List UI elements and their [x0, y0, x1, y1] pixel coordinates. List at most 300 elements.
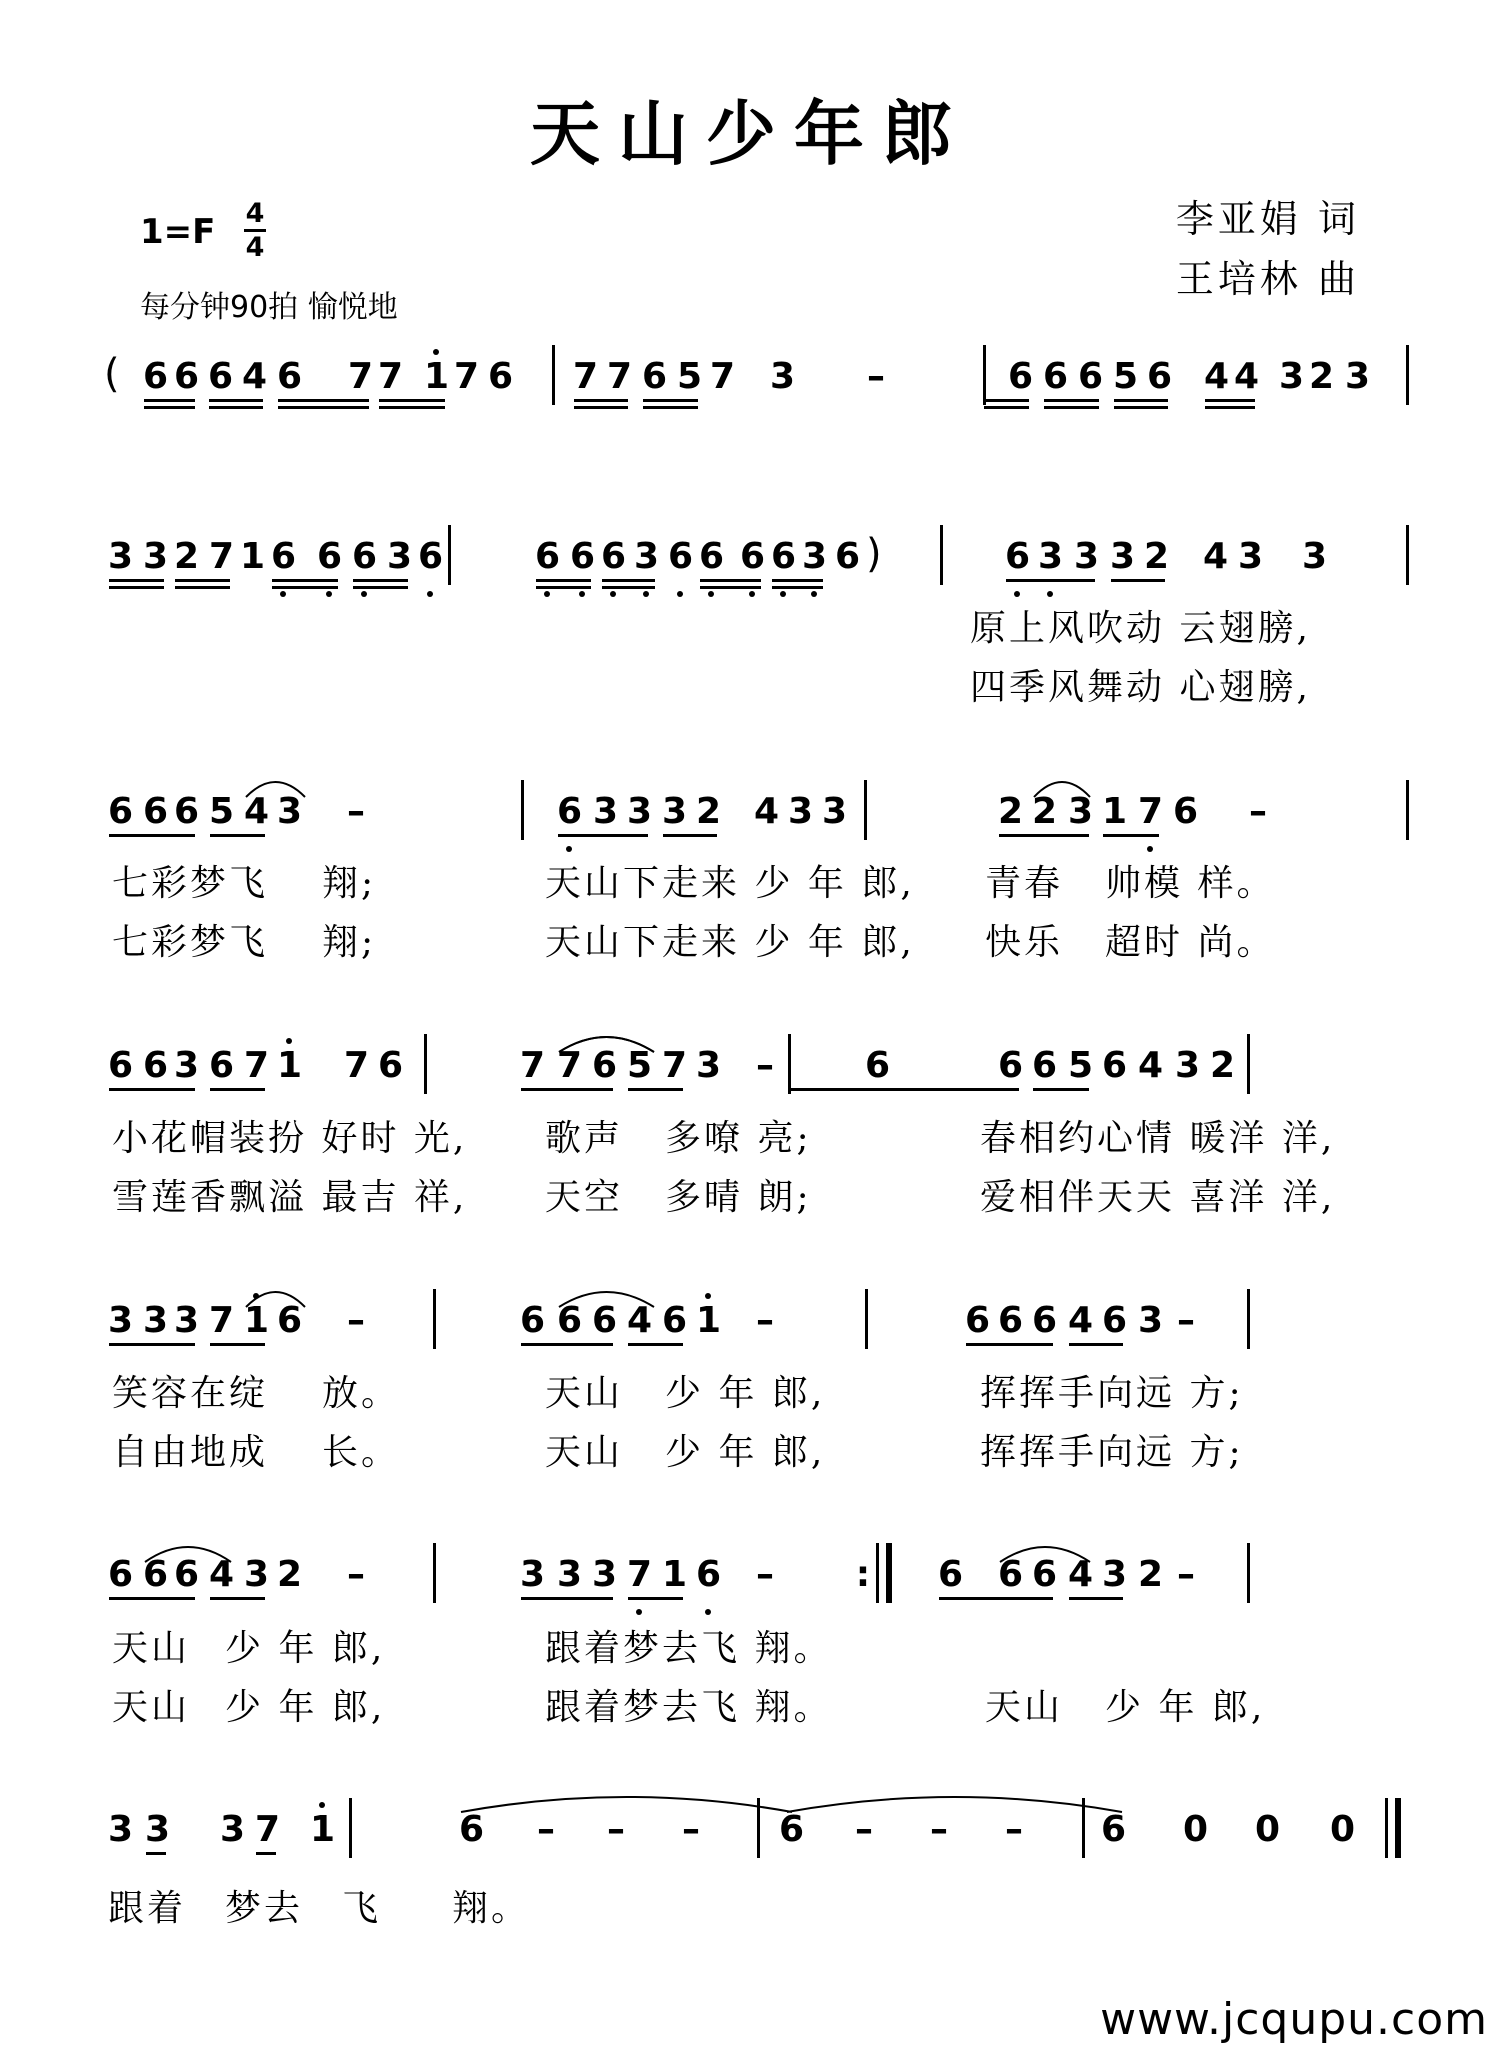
note: 3 — [108, 1300, 134, 1341]
note: 7 — [710, 356, 736, 397]
note: 6 — [1173, 791, 1199, 832]
note: 7 — [209, 536, 235, 577]
note: 3 — [277, 791, 303, 832]
underline — [175, 579, 230, 582]
note: 7 — [607, 356, 633, 397]
barline — [1247, 1289, 1250, 1349]
note: 6 — [835, 536, 861, 577]
slur — [143, 1540, 233, 1564]
barline — [433, 1289, 436, 1349]
underline — [628, 1343, 683, 1346]
bracket: ( — [104, 351, 120, 397]
lyric-line: 挥挥手向远 方; — [980, 1373, 1244, 1414]
underline — [663, 834, 717, 837]
note: 6 — [208, 356, 234, 397]
lyric-line: 少 年 郎, — [665, 1432, 826, 1473]
note: 3 — [1038, 537, 1060, 577]
note: 2 — [1210, 1045, 1236, 1086]
note: 6 — [998, 1554, 1024, 1595]
note: 4 — [627, 1300, 653, 1341]
underline — [700, 579, 761, 582]
underline — [278, 399, 369, 402]
underline — [628, 1088, 683, 1091]
note: 0 — [1255, 1809, 1281, 1850]
note: 6 — [1032, 1554, 1058, 1595]
note: 6 — [1102, 1045, 1128, 1086]
note: 5 — [1113, 356, 1139, 397]
note: 1 — [244, 1301, 266, 1341]
barline — [1385, 1798, 1388, 1858]
note: 6 — [209, 1045, 235, 1086]
lyric-line: 七彩梦飞 — [112, 922, 269, 963]
note: 3 — [770, 356, 796, 397]
note: 4 — [1203, 536, 1229, 577]
note: 2 — [277, 1554, 303, 1595]
note: 4 — [1068, 1554, 1094, 1595]
lyric-line: 天山 — [985, 1687, 1064, 1728]
note: 6 — [277, 356, 303, 397]
key-signature: 1=F — [140, 212, 216, 252]
note: 7 — [255, 1809, 281, 1850]
lyric-line: 少 年 郎, — [225, 1628, 386, 1669]
note: 5 — [1068, 1045, 1094, 1086]
note: 3 — [143, 1300, 169, 1341]
note: 6 — [1147, 356, 1173, 397]
note: 6 — [378, 1045, 404, 1086]
note: 1 — [310, 1810, 332, 1850]
lyric-line: 放。 — [322, 1373, 401, 1414]
note: 5 — [209, 791, 235, 832]
lyric-line: 笑容在绽 — [112, 1373, 269, 1414]
note: 6 — [143, 1045, 169, 1086]
note: 6 — [352, 537, 374, 577]
lyric-line: 青春 — [985, 863, 1064, 904]
lyric-line: 七彩梦飞 — [112, 863, 269, 904]
note: 6 — [696, 1555, 718, 1595]
note: 6 — [699, 537, 721, 577]
note: 4 — [1204, 356, 1230, 397]
note: 6 — [143, 1554, 169, 1595]
note: 3 — [520, 1554, 546, 1595]
note: 5 — [677, 356, 703, 397]
dash-note: – — [607, 1809, 625, 1850]
note: 7 — [662, 1045, 688, 1086]
note: 6 — [418, 537, 440, 577]
note: 3 — [1110, 536, 1136, 577]
lyric-line: 跟着梦去飞 翔。 — [545, 1687, 833, 1728]
note: 3 — [1068, 791, 1094, 832]
note: 6 — [1043, 356, 1069, 397]
note: 1 — [240, 536, 266, 577]
dash-note: – — [347, 1300, 365, 1341]
note: 7 — [344, 1045, 370, 1086]
lyric-line: 翔。 — [452, 1888, 531, 1929]
underline — [1044, 406, 1099, 409]
note: 3 — [557, 1554, 583, 1595]
underline — [521, 1088, 613, 1091]
underline — [1033, 1088, 1089, 1091]
note: 4 — [1068, 1300, 1094, 1341]
note: 6 — [998, 1045, 1024, 1086]
underline — [209, 406, 263, 409]
dash-note: – — [930, 1809, 948, 1850]
note: 6 — [174, 1554, 200, 1595]
dash-note: – — [855, 1809, 873, 1850]
underline — [1069, 1597, 1123, 1600]
slur — [557, 1030, 656, 1054]
underline — [210, 1088, 265, 1091]
note: 0 — [1330, 1809, 1356, 1850]
underline — [536, 579, 591, 582]
dash-note: – — [347, 791, 365, 832]
lyric-line: 快乐 — [985, 922, 1064, 963]
note: 3 — [1279, 356, 1305, 397]
note: 6 — [520, 1300, 546, 1341]
note: 4 — [754, 791, 780, 832]
note: 2 — [1144, 536, 1170, 577]
dash-note: – — [347, 1554, 365, 1595]
note: 6 — [668, 537, 690, 577]
lyricist-credit: 李亚娟 词 — [1175, 197, 1360, 241]
barline — [448, 525, 451, 585]
note: 6 — [108, 1554, 134, 1595]
lyric-line: 天山 — [545, 1373, 624, 1414]
note: 3 — [802, 537, 824, 577]
underline — [574, 399, 628, 402]
song-title: 天山少年郎 — [530, 93, 970, 175]
note: 3 — [108, 536, 134, 577]
note: 6 — [1101, 1809, 1127, 1850]
barline — [349, 1798, 352, 1858]
note: 1 — [662, 1554, 688, 1595]
barline — [1247, 1034, 1250, 1094]
underline — [109, 1088, 195, 1091]
note: 2 — [1138, 1554, 1164, 1595]
note: 2 — [1032, 791, 1058, 832]
note: 3 — [662, 791, 688, 832]
note: 4 — [244, 791, 270, 832]
underline — [1114, 399, 1168, 402]
underline — [984, 406, 1029, 409]
composer-credit: 王培林 曲 — [1175, 257, 1360, 301]
dash-note: – — [537, 1809, 555, 1850]
note: 3 — [1345, 356, 1371, 397]
note: 6 — [592, 1300, 618, 1341]
lyric-line: 天山下走来 少 年 郎, — [545, 922, 915, 963]
lyric-line: 翔; — [322, 922, 377, 963]
dash-note: – — [1177, 1554, 1195, 1595]
underline — [144, 406, 195, 409]
lyric-line: 帅模 样。 — [1105, 863, 1276, 904]
underline — [379, 406, 445, 409]
slur — [557, 1285, 656, 1309]
lyric-line: 天山 — [112, 1687, 191, 1728]
repeat-barline — [886, 1543, 892, 1603]
lyric-line: 四季风舞动 心翅膀, — [970, 667, 1311, 708]
website-watermark: www.jcqupu.com — [1100, 1994, 1488, 2045]
lyric-line: 天空 — [545, 1177, 624, 1218]
lyric-line: 春相约心情 暖洋 洋, — [980, 1118, 1336, 1159]
lyric-line: 爱相伴天天 喜洋 洋, — [980, 1177, 1336, 1218]
lyric-line: 少 年 郎, — [1105, 1687, 1266, 1728]
underline — [966, 1343, 1053, 1346]
note: 3 — [174, 1300, 200, 1341]
barline — [983, 345, 986, 405]
dash-note: – — [867, 356, 885, 397]
note: 1 — [424, 357, 446, 397]
repeat-barline — [876, 1543, 879, 1603]
underline — [643, 399, 698, 402]
bracket: ) — [866, 531, 882, 577]
note: 6 — [592, 1045, 618, 1086]
underline — [1111, 579, 1165, 582]
note: 7 — [209, 1300, 235, 1341]
lyric-line: 跟着 — [108, 1888, 187, 1929]
note: 6 — [965, 1300, 991, 1341]
note: 6 — [662, 1300, 688, 1341]
dash-note: – — [756, 1554, 774, 1595]
barline — [940, 525, 943, 585]
underline — [109, 586, 164, 589]
note: 6 — [488, 356, 514, 397]
underline — [984, 399, 1029, 402]
underline — [146, 1852, 166, 1855]
note: 7 — [244, 1045, 270, 1086]
note: 3 — [822, 791, 848, 832]
note: 3 — [634, 537, 656, 577]
underline — [602, 586, 655, 589]
note: 3 — [593, 791, 619, 832]
lyric-line: 雪莲香飘溢 最吉 祥, — [112, 1177, 468, 1218]
note: 0 — [1183, 1809, 1209, 1850]
note: 6 — [535, 537, 557, 577]
note: 3 — [592, 1554, 618, 1595]
barline — [424, 1034, 427, 1094]
note: 6 — [459, 1809, 485, 1850]
underline — [536, 586, 591, 589]
underline — [109, 1597, 195, 1600]
lyric-line: 梦去 — [225, 1888, 304, 1929]
note: 3 — [627, 791, 653, 832]
lyric-line: 少 年 郎, — [225, 1687, 386, 1728]
underline — [210, 1343, 265, 1346]
underline — [109, 834, 195, 837]
underline — [574, 406, 628, 409]
note: 6 — [108, 1045, 134, 1086]
barline — [433, 1543, 436, 1603]
barline — [521, 780, 524, 840]
note: 7 — [454, 356, 480, 397]
barline — [1406, 345, 1409, 405]
slur — [459, 1790, 794, 1814]
note: 6 — [271, 537, 293, 577]
note: 6 — [1008, 356, 1034, 397]
underline — [256, 1852, 276, 1855]
underline — [272, 586, 338, 589]
barline — [788, 1034, 791, 1094]
note: 7 — [1138, 792, 1160, 832]
lyric-line: 长。 — [322, 1432, 401, 1473]
note: 3 — [1074, 536, 1100, 577]
lyric-line: 挥挥手向远 方; — [980, 1432, 1244, 1473]
slur — [785, 1790, 1124, 1814]
underline — [353, 586, 408, 589]
lyric-line: 多嘹 亮; — [665, 1118, 812, 1159]
lyric-line: 天山 — [112, 1628, 191, 1669]
note: 1 — [277, 1046, 299, 1086]
underline — [772, 579, 823, 582]
note: 6 — [1078, 356, 1104, 397]
underline — [210, 1597, 265, 1600]
note: 6 — [865, 1045, 891, 1086]
underline — [209, 399, 263, 402]
dash-note: – — [1249, 791, 1267, 832]
underline — [628, 1597, 683, 1600]
barline — [864, 780, 867, 840]
note: 3 — [1138, 1300, 1164, 1341]
note: 4 — [1138, 1045, 1164, 1086]
note: 6 — [740, 537, 762, 577]
note: 3 — [387, 536, 413, 577]
note: 3 — [1102, 1554, 1128, 1595]
barline — [1406, 525, 1409, 585]
note: 7 — [520, 1045, 546, 1086]
underline — [175, 586, 230, 589]
underline — [1044, 399, 1099, 402]
note: 6 — [108, 791, 134, 832]
note: 7 — [378, 356, 404, 397]
underline — [1069, 1343, 1123, 1346]
note: 6 — [570, 537, 592, 577]
note: 3 — [108, 1809, 134, 1850]
lyric-line: 翔; — [322, 863, 377, 904]
underline — [602, 579, 655, 582]
repeat-dots: : — [855, 1554, 871, 1595]
note: 6 — [277, 1300, 303, 1341]
underline — [558, 834, 648, 837]
note: 3 — [145, 1809, 171, 1850]
time-signature-top: 4 — [245, 198, 265, 229]
underline — [643, 406, 698, 409]
underline — [1006, 579, 1095, 582]
note: 7 — [348, 356, 374, 397]
note: 6 — [143, 356, 169, 397]
lyric-line: 少 年 郎, — [665, 1373, 826, 1414]
underline — [999, 834, 1089, 837]
underline — [272, 579, 338, 582]
time-signature-bottom: 4 — [245, 232, 265, 263]
note: 6 — [143, 791, 169, 832]
slur — [998, 1540, 1092, 1564]
note: 1 — [1102, 791, 1128, 832]
lyric-line: 小花帽装扮 好时 光, — [112, 1118, 468, 1159]
note: 6 — [557, 1300, 583, 1341]
note: 7 — [557, 1045, 583, 1086]
slur — [244, 775, 307, 799]
note: 6 — [779, 1809, 805, 1850]
dash-note: – — [756, 1045, 774, 1086]
dash-note: – — [682, 1809, 700, 1850]
underline — [1205, 406, 1255, 409]
dash-note: – — [756, 1300, 774, 1341]
note: 4 — [209, 1554, 235, 1595]
lyric-line: 原上风吹动 云翅膀, — [970, 608, 1311, 649]
note: 6 — [174, 356, 200, 397]
note: 3 — [1175, 1045, 1201, 1086]
underline — [939, 1597, 1053, 1600]
lyric-line: 歌声 — [545, 1118, 624, 1159]
note: 6 — [557, 792, 579, 832]
note: 3 — [244, 1554, 270, 1595]
barline — [1395, 1798, 1401, 1858]
note: 6 — [771, 537, 793, 577]
underline — [772, 586, 823, 589]
lyric-line: 自由地成 — [112, 1432, 269, 1473]
note: 6 — [642, 356, 668, 397]
underline — [521, 1597, 613, 1600]
underline — [379, 399, 445, 402]
dash-note: – — [1005, 1809, 1023, 1850]
underline — [353, 579, 408, 582]
barline — [1247, 1543, 1250, 1603]
note: 6 — [601, 537, 623, 577]
note: 6 — [998, 1300, 1024, 1341]
note: 3 — [143, 536, 169, 577]
barline — [865, 1289, 868, 1349]
note: 7 — [627, 1555, 649, 1595]
barline — [552, 345, 555, 405]
note: 2 — [174, 536, 200, 577]
underline — [700, 586, 761, 589]
underline — [278, 406, 369, 409]
lyric-line: 天山下走来 少 年 郎, — [545, 863, 915, 904]
underline — [1205, 399, 1255, 402]
note: 1 — [696, 1301, 718, 1341]
note: 3 — [174, 1045, 200, 1086]
slur — [244, 1285, 307, 1309]
note: 4 — [242, 356, 268, 397]
underline — [109, 1343, 195, 1346]
note: 2 — [1309, 356, 1335, 397]
barline — [1406, 780, 1409, 840]
slur — [1032, 775, 1092, 799]
lyric-line: 天山 — [545, 1432, 624, 1473]
underline — [109, 579, 164, 582]
lyric-line: 多晴 朗; — [665, 1177, 812, 1218]
note: 6 — [1032, 1045, 1058, 1086]
underline — [521, 1343, 613, 1346]
underline — [789, 1088, 1019, 1091]
note: 7 — [573, 356, 599, 397]
note: 2 — [696, 791, 722, 832]
underline — [144, 399, 195, 402]
note: 2 — [998, 791, 1024, 832]
note: 3 — [696, 1045, 722, 1086]
note: 3 — [788, 791, 814, 832]
note: 3 — [1302, 536, 1328, 577]
time-signature — [244, 198, 266, 263]
tempo-marking: 每分钟90拍 愉悦地 — [140, 290, 398, 325]
lyric-line: 超时 尚。 — [1105, 922, 1276, 963]
note: 5 — [627, 1045, 653, 1086]
underline — [1103, 834, 1159, 837]
note: 4 — [1234, 356, 1260, 397]
note: 6 — [1005, 537, 1027, 577]
note: 3 — [1238, 536, 1264, 577]
underline — [1114, 406, 1168, 409]
note: 6 — [938, 1554, 964, 1595]
note: 6 — [1032, 1300, 1058, 1341]
